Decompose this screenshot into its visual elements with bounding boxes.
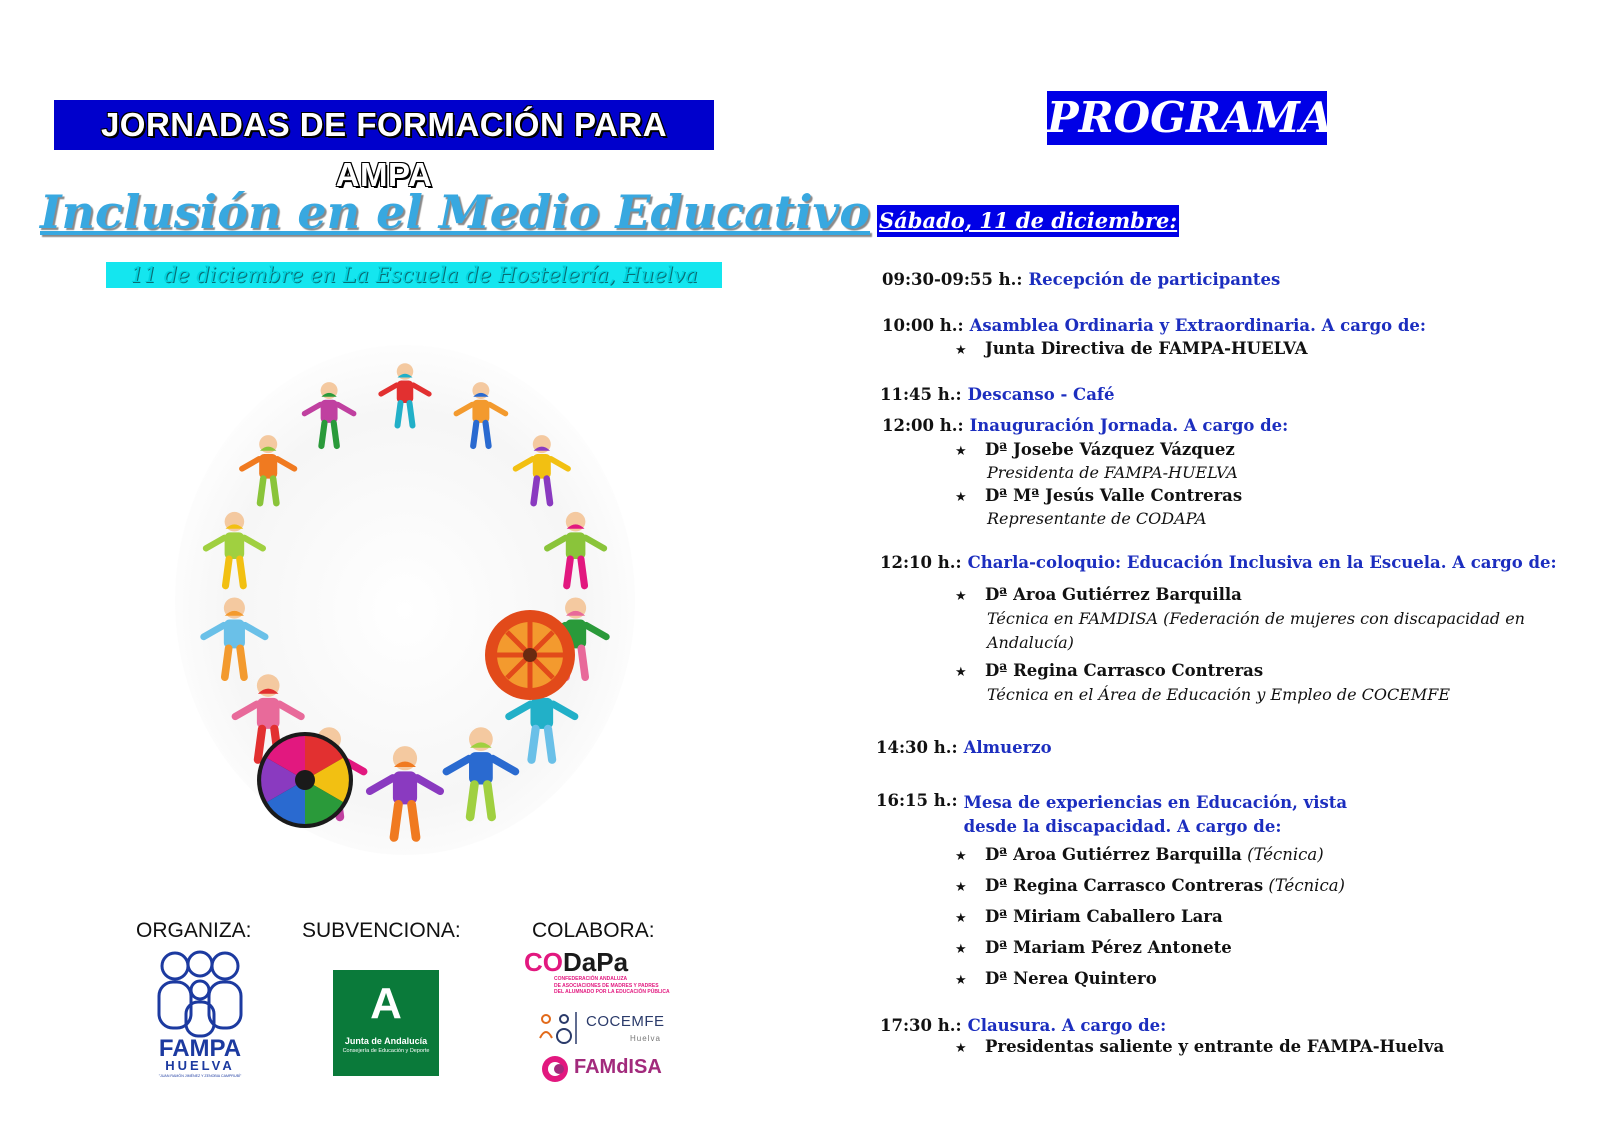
schedule-title: Recepción de participantes (1028, 270, 1281, 289)
speaker-item (955, 938, 1232, 957)
star-bullet-icon: ★ (955, 665, 967, 680)
schedule-title: Mesa de experiencias en Educación, vista desde la discapacidad. A cargo de: (963, 793, 1348, 836)
colabora-label: COLABORA: (532, 919, 655, 942)
star-bullet-icon: ★ (955, 343, 967, 358)
speaker-item (955, 969, 1157, 988)
cocemfe-name: COCEMFE (586, 1013, 665, 1030)
schedule-title: Charla-coloquio: Educación Inclusiva en la Escuela. A cargo de: (967, 553, 1557, 572)
speaker-item (955, 440, 1235, 459)
schedule-time: 12:00 h.: (882, 416, 964, 435)
cocemfe-city: Huelva (630, 1034, 661, 1043)
schedule-item (880, 553, 1557, 572)
star-bullet-icon: ★ (955, 973, 967, 988)
schedule-item (876, 738, 1052, 757)
codapa-brand-co: CO (524, 947, 563, 977)
schedule-time: 17:30 h.: (880, 1016, 962, 1035)
speaker-name: Dª Regina Carrasco Contreras (985, 661, 1264, 680)
schedule-item (876, 791, 1404, 839)
speaker-name: Dª Regina Carrasco Contreras (985, 876, 1264, 895)
speaker-role: Presidenta de FAMPA-HUELVA (987, 463, 1238, 482)
famdisa-emblem-icon (540, 1054, 570, 1084)
schedule-title: Descanso - Café (967, 385, 1115, 404)
inclusion-circle-illustration (170, 300, 640, 860)
codapa-tagline-1: CONFEDERACIÓN ANDALUZA (554, 976, 628, 982)
star-bullet-icon: ★ (955, 1041, 967, 1056)
codapa-logo (524, 948, 684, 1002)
speaker-item (955, 486, 1242, 505)
fampa-logo-name: FAMPA (158, 1035, 242, 1062)
speaker-name: Dª Mª Jesús Valle Contreras (985, 486, 1243, 505)
speaker-item (955, 845, 1324, 864)
event-banner: JORNADAS DE FORMACIÓN PARA AMPA (54, 100, 714, 150)
famdisa-name: FAMdISA (574, 1056, 662, 1078)
junta-name: Junta de Andalucía (344, 1036, 428, 1046)
star-bullet-icon: ★ (955, 942, 967, 957)
speaker-role: Técnica en el Área de Educación y Empleo de COCEMFE (987, 685, 1451, 704)
schedule-title: Almuerzo (963, 738, 1052, 757)
schedule-time: 16:15 h.: (876, 791, 958, 810)
schedule-title: Clausura. A cargo de: (967, 1016, 1167, 1035)
speaker-role: Técnica en FAMDISA (Federación de mujeres con discapacidad en Andalucía) (987, 609, 1525, 652)
fampa-logo-motto: "JUAN RAMÓN JIMÉNEZ Y ZENOBIA CAMPRUBÍ" (158, 1074, 242, 1078)
star-bullet-icon: ★ (955, 911, 967, 926)
speaker-item (955, 585, 1242, 604)
star-bullet-icon: ★ (955, 589, 967, 604)
schedule-time: 12:10 h.: (880, 553, 962, 572)
organiza-label: ORGANIZA: (136, 919, 252, 942)
junta-a-icon: A (370, 979, 402, 1028)
schedule-item (880, 1016, 1166, 1035)
star-bullet-icon: ★ (955, 490, 967, 505)
wheelchair-icon (485, 610, 575, 700)
schedule-item (880, 385, 1114, 404)
schedule-time: 11:45 h.: (880, 385, 962, 404)
famdisa-logo (540, 1052, 680, 1084)
schedule-time: 09:30-09:55 h.: (882, 270, 1023, 289)
star-bullet-icon: ★ (955, 444, 967, 459)
schedule-time: 14:30 h.: (876, 738, 958, 757)
cocemfe-logo (534, 1010, 684, 1048)
fampa-logo (145, 948, 255, 1078)
speaker-name: Dª Aroa Gutiérrez Barquilla (985, 845, 1242, 864)
wheelchair-icon (257, 732, 353, 828)
speaker-role: (Técnica) (1247, 845, 1324, 864)
subvenciona-label: SUBVENCIONA: (302, 919, 461, 942)
star-bullet-icon: ★ (955, 880, 967, 895)
speaker-item (955, 661, 1263, 680)
cocemfe-emblem-icon (534, 1010, 578, 1046)
speaker-role: (Técnica) (1268, 876, 1345, 895)
fampa-logo-city: HUELVA (165, 1058, 235, 1073)
speaker-name: Dª Miriam Caballero Lara (985, 907, 1223, 926)
program-day: Sábado, 11 de diciembre: (877, 205, 1179, 237)
schedule-item (882, 316, 1426, 335)
speaker-name: Dª Aroa Gutiérrez Barquilla (985, 585, 1242, 604)
speaker-role: Representante de CODAPA (987, 509, 1207, 528)
schedule-title: Asamblea Ordinaria y Extraordinaria. A cargo de: (969, 316, 1427, 335)
codapa-tagline-2: DE ASOCIACIONES DE MADRES Y PADRES (554, 982, 659, 989)
schedule-item (882, 270, 1280, 289)
speaker-item (955, 1037, 1444, 1056)
event-title: Inclusión en el Medio Educativo (40, 185, 871, 239)
codapa-brand-dapa: DaPa (563, 947, 629, 977)
speaker-item (955, 876, 1345, 895)
programa-heading: PROGRAMA (1047, 91, 1327, 145)
schedule-title: Inauguración Jornada. A cargo de: (969, 416, 1289, 435)
schedule-item (882, 416, 1288, 435)
event-subtitle: 11 de diciembre en La Escuela de Hostelería, Huelva (106, 262, 722, 288)
junta-subtitle: Consejería de Educación y Deporte (342, 1048, 430, 1054)
speaker-name: Dª Josebe Vázquez Vázquez (985, 440, 1235, 459)
speaker-item (955, 339, 1308, 358)
codapa-tagline-3: DEL ALUMNADO POR LA EDUCACIÓN PÚBLICA (554, 989, 670, 995)
speaker-name: Junta Directiva de FAMPA-HUELVA (985, 339, 1308, 358)
junta-de-andalucia-logo (333, 970, 439, 1076)
star-bullet-icon: ★ (955, 849, 967, 864)
schedule-time: 10:00 h.: (882, 316, 964, 335)
speaker-name: Presidentas saliente y entrante de FAMPA-Huelva (985, 1037, 1445, 1056)
speaker-item (955, 907, 1223, 926)
speaker-name: Dª Nerea Quintero (985, 969, 1157, 988)
speaker-name: Dª Mariam Pérez Antonete (985, 938, 1232, 957)
